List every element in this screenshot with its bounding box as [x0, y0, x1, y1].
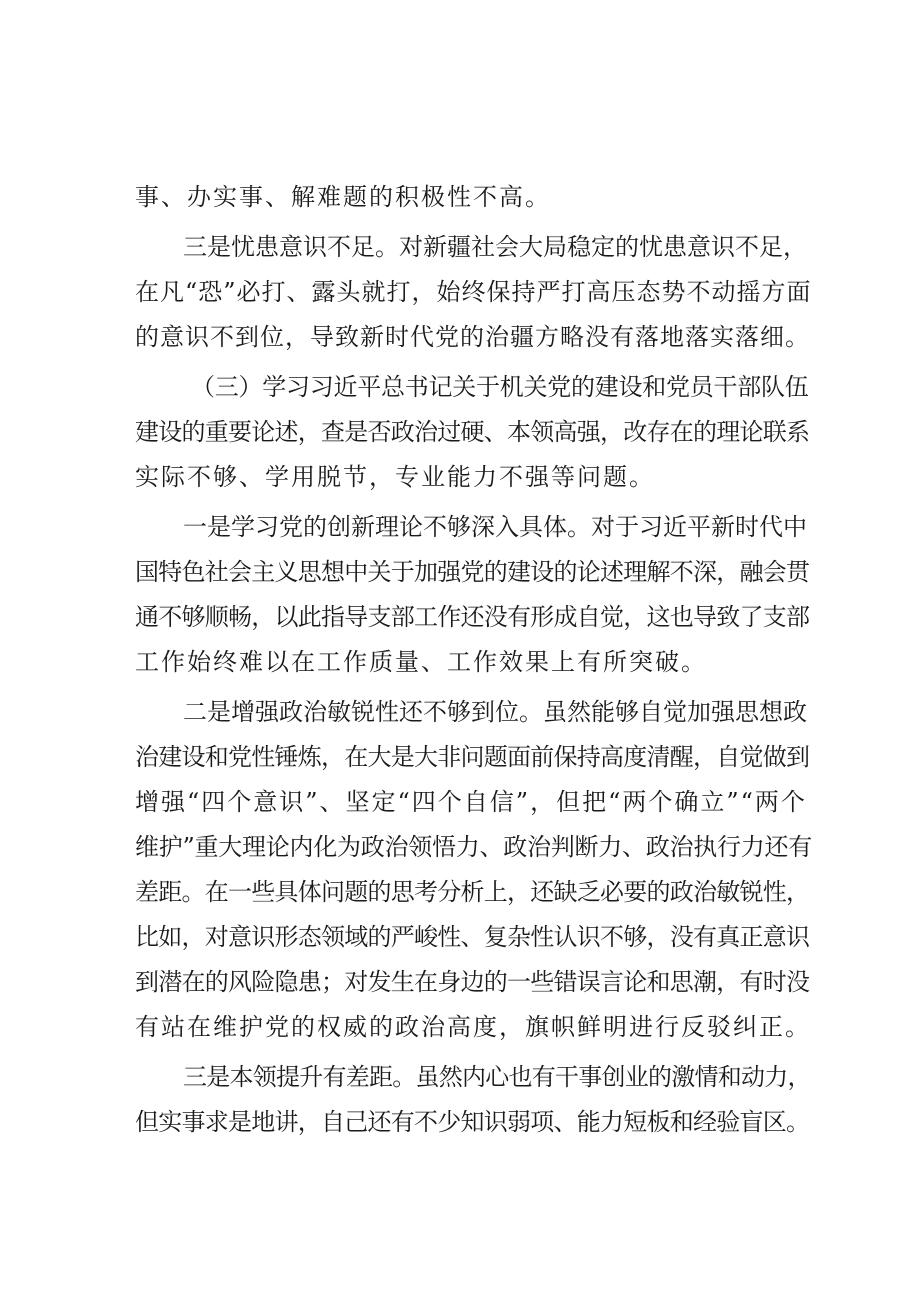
section-heading-line: 实际不够、学用脱节，专业能力不强等问题。 [135, 463, 655, 491]
text-line: 事、办实事、解难题的积极性不高。 [135, 183, 551, 211]
section-heading-line: （三）学习习近平总书记关于机关党的建设和党员干部队伍 [191, 373, 809, 401]
text-line: 的意识不到位，导致新时代党的治疆方略没有落地落实落细。 [135, 323, 810, 351]
text-line: 维护”重大理论内化为政治领悟力、政治判断力、政治执行力还有 [135, 833, 813, 861]
text-line: 有站在维护党的权威的政治高度，旗帜鲜明进行反驳纠正。 [135, 1013, 811, 1041]
text-line: 通不够顺畅，以此指导支部工作还没有形成自觉，这也导致了支部 [135, 603, 810, 631]
text-line: 增强“四个意识”、坚定“四个自信”，但把“两个确立”“两个 [135, 788, 807, 816]
text-line: 国特色社会主义思想中关于加强党的建设的论述理解不深，融会贯 [135, 558, 810, 586]
text-line: 差距。在一些具体问题的思考分析上，还缺乏必要的政治敏锐性， [135, 878, 810, 906]
text-line: 工作始终难以在工作质量、工作效果上有所突破。 [135, 648, 707, 676]
text-line: 一是学习党的创新理论不够深入具体。对于习近平新时代中 [183, 513, 807, 541]
text-line: 但实事求是地讲，自己还有不少知识弱项、能力短板和经验盲区。 [135, 1108, 810, 1136]
text-line: 在凡“恐”必打、露头就打，始终保持严打高压态势不动摇方面 [135, 278, 812, 306]
text-line: 三是忧患意识不足。对新疆社会大局稳定的忧患意识不足， [183, 233, 807, 261]
text-line: 比如，对意识形态领域的严峻性、复杂性认识不够，没有真正意识 [135, 923, 810, 951]
text-line: 到潜在的风险隐患；对发生在身边的一些错误言论和思潮，有时没 [135, 968, 810, 996]
text-line: 治建设和党性锤炼，在大是大非问题面前保持高度清醒，自觉做到 [135, 743, 810, 771]
text-line: 二是增强政治敏锐性还不够到位。虽然能够自觉加强思想政 [183, 698, 807, 726]
section-heading-line: 建设的重要论述，查是否政治过硬、本领高强，改存在的理论联系 [135, 418, 810, 446]
text-line: 三是本领提升有差距。虽然内心也有干事创业的激情和动力， [183, 1063, 811, 1091]
